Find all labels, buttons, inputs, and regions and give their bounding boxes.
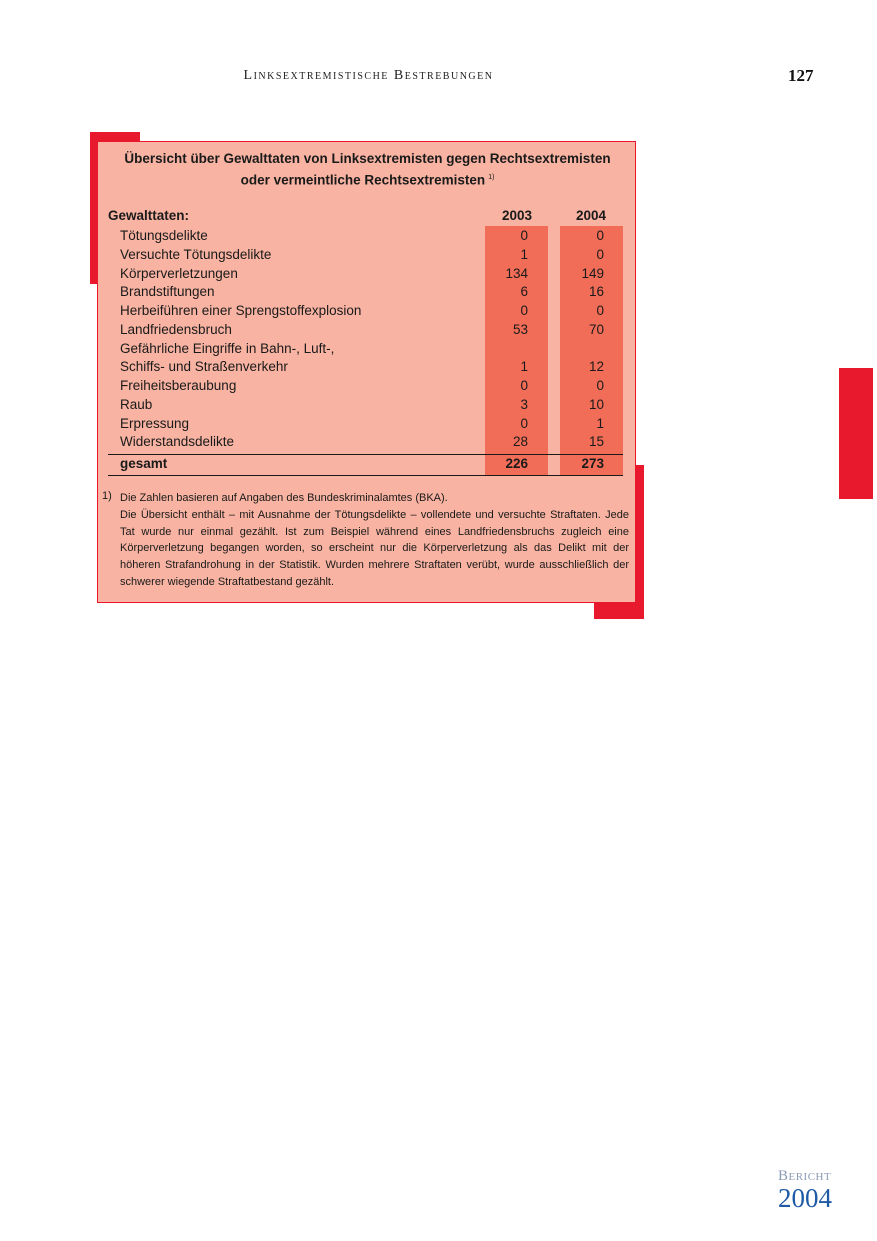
table-row bbox=[98, 226, 637, 245]
value-2003: 53 bbox=[512, 321, 528, 337]
row-label: Raub bbox=[120, 396, 153, 412]
value-2004: 0 bbox=[596, 246, 604, 262]
table-row bbox=[98, 264, 637, 283]
value-2004: 0 bbox=[596, 303, 604, 318]
table-row bbox=[98, 339, 637, 358]
footnote-mark: 1) bbox=[102, 490, 112, 502]
value-2004: 15 bbox=[588, 434, 604, 450]
column-header-2004: 2004 bbox=[576, 208, 607, 223]
table-row bbox=[98, 282, 637, 301]
row-label: Versuchte Tötungsdelikte bbox=[120, 246, 272, 262]
row-label: Tötungsdelikte bbox=[120, 228, 208, 243]
table-row-total bbox=[98, 454, 637, 473]
row-label: Schiffs- und Straßenverkehr bbox=[120, 359, 288, 375]
row-label: Körperverletzungen bbox=[120, 265, 238, 281]
table-row bbox=[98, 245, 637, 264]
value-2004: 16 bbox=[588, 284, 604, 300]
statistics-box bbox=[97, 141, 636, 603]
table-row bbox=[98, 376, 637, 395]
footnote-line1: Die Zahlen basieren auf Angaben des Bundeskriminalamtes (BKA). bbox=[120, 492, 448, 504]
value-2003: 0 bbox=[520, 378, 528, 393]
value-2004: 1 bbox=[596, 415, 604, 431]
value-2004: 149 bbox=[581, 265, 604, 281]
box-title-line2: oder vermeintliche Rechtsextremisten bbox=[240, 172, 486, 188]
brand-year: 2004 bbox=[778, 1183, 832, 1213]
footnote-line2: Die Übersicht enthält – mit Ausnahme der Tötungsdelikte – vollendete und versuchte Straftaten. Jede Tat wurde nur einmal gezählt. Ist zum Beispiel während eines Landfriedensbruchs zugleich eine Körperverletzung begangen worden, so erscheint nur die Körperverletzung als das Delikt mit der höheren Strafandrohung in der Statistik. Wurden mehrere Straftaten verübt, wurde ausschließlich der schwerer wiegende Straftatbestand gezählt. bbox=[120, 508, 629, 588]
value-2003: 28 bbox=[512, 434, 528, 450]
column-header-2003: 2003 bbox=[502, 208, 533, 223]
table-row bbox=[98, 395, 637, 414]
column-header-label: Gewalttaten: bbox=[108, 208, 190, 223]
value-2003: 0 bbox=[520, 415, 528, 431]
table-row bbox=[98, 320, 637, 339]
brand-logo bbox=[778, 1168, 848, 1212]
row-label: Erpressung bbox=[120, 415, 190, 431]
row-label: Brandstiftungen bbox=[120, 284, 215, 300]
table-row bbox=[98, 432, 637, 451]
table-row bbox=[98, 301, 637, 320]
footnote bbox=[120, 490, 629, 591]
total-2003: 226 bbox=[505, 456, 528, 471]
table-row bbox=[98, 357, 637, 376]
value-2004: 70 bbox=[588, 321, 604, 337]
value-2003: 3 bbox=[520, 396, 528, 412]
value-2004: 10 bbox=[588, 396, 604, 412]
value-2003: 0 bbox=[520, 303, 528, 318]
title-footnote-ref: 1) bbox=[488, 174, 495, 181]
total-rule-bottom bbox=[108, 475, 623, 476]
value-2003: 134 bbox=[505, 265, 528, 281]
row-label: Widerstandsdelikte bbox=[120, 434, 235, 450]
page-number: 127 bbox=[788, 66, 814, 85]
box-title bbox=[98, 149, 637, 190]
value-2004: 12 bbox=[588, 359, 604, 375]
row-label: Gefährliche Eingriffe in Bahn-, Luft-, bbox=[120, 340, 335, 356]
value-2003: 1 bbox=[520, 359, 528, 375]
value-2004: 0 bbox=[596, 228, 604, 243]
total-label: gesamt bbox=[120, 456, 168, 471]
box-title-line1: Übersicht über Gewalttaten von Linksextremisten gegen Rechtsextremisten bbox=[124, 151, 611, 166]
accent-bar-margin bbox=[839, 368, 873, 499]
row-label: Freiheitsberaubung bbox=[120, 378, 237, 393]
value-2003: 0 bbox=[520, 228, 528, 243]
row-label: Landfriedensbruch bbox=[120, 321, 232, 337]
table-row bbox=[98, 414, 637, 433]
brand-word: Bericht bbox=[778, 1168, 832, 1184]
value-2003: 6 bbox=[520, 284, 528, 300]
value-2003: 1 bbox=[520, 246, 528, 262]
value-2004: 0 bbox=[596, 378, 604, 393]
row-label: Herbeiführen einer Sprengstoffexplosion bbox=[120, 303, 362, 318]
running-header: Linksextremistische Bestrebungen bbox=[243, 68, 494, 83]
total-2004: 273 bbox=[581, 456, 604, 471]
